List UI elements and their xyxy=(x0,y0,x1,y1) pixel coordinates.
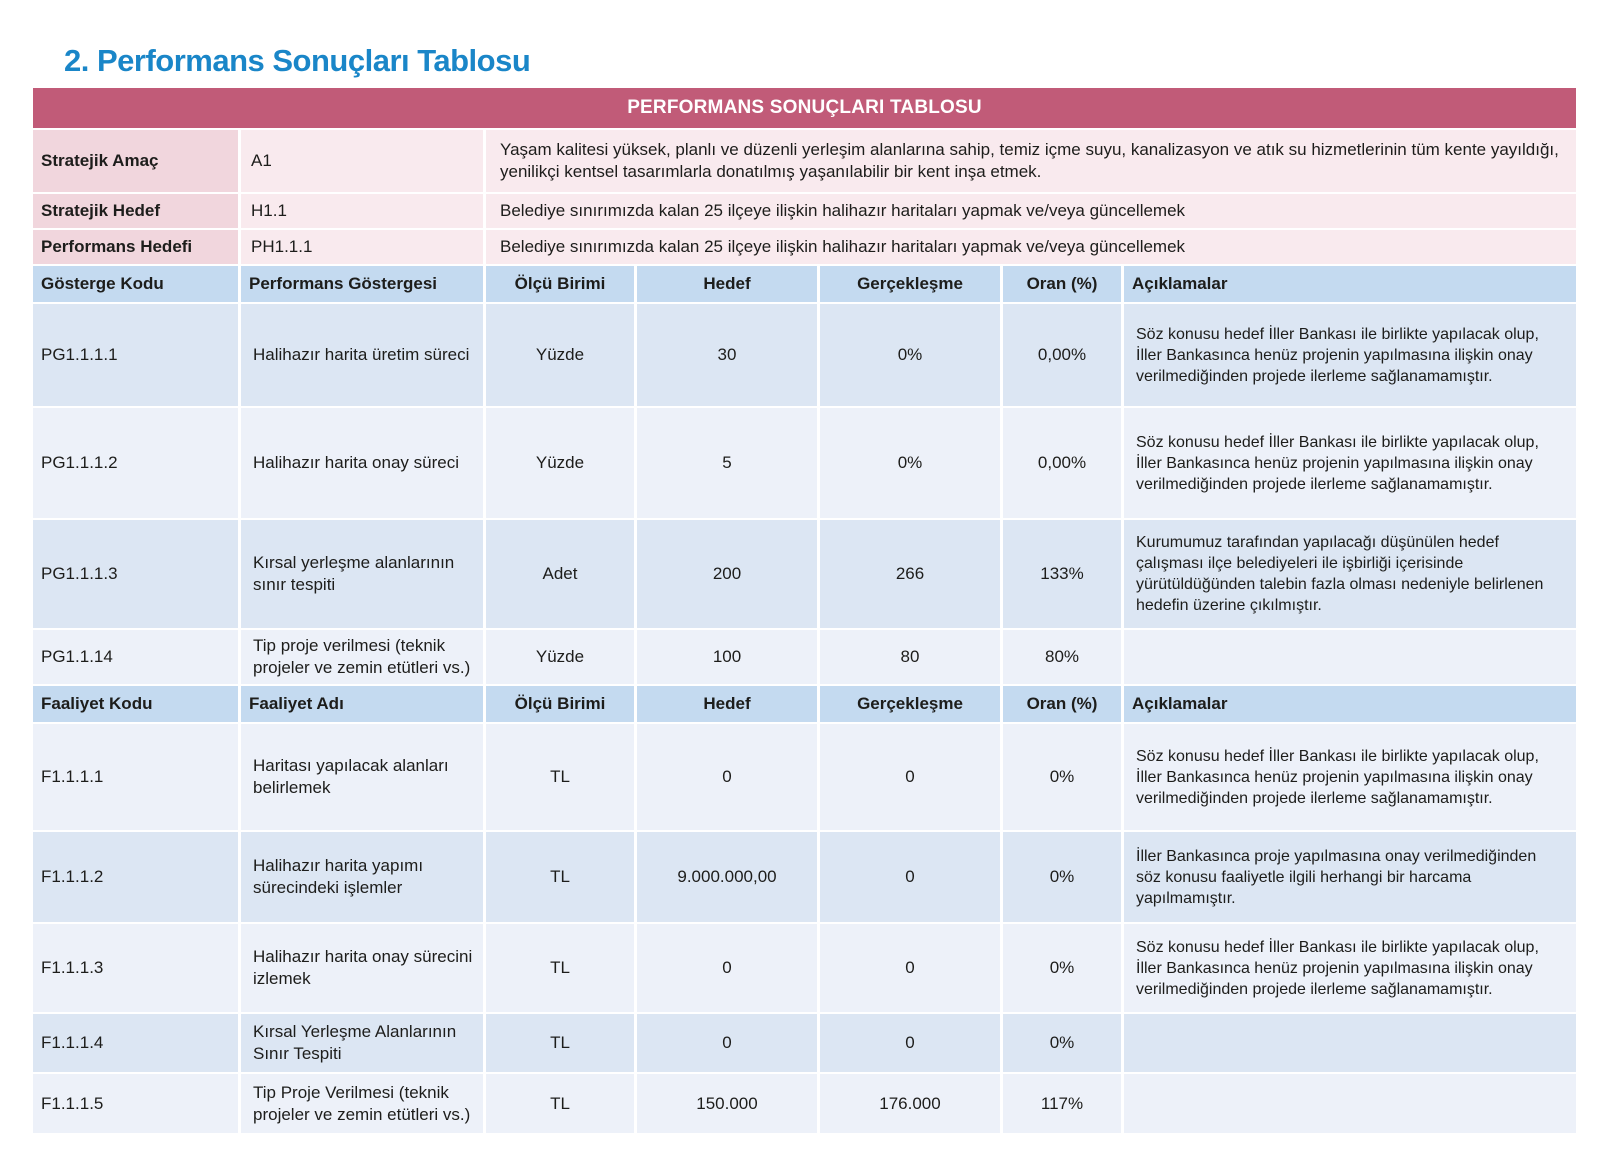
activity-note xyxy=(1124,1074,1576,1133)
performance-results-table xyxy=(30,86,1579,1135)
indicator-name: Halihazır harita onay süreci xyxy=(241,408,483,518)
indicator-code: PG1.1.14 xyxy=(33,630,238,684)
strategic-goal-label: Stratejik Amaç xyxy=(33,130,238,192)
indicator-header-target: Hedef xyxy=(637,266,817,302)
indicator-header-actual: Gerçekleşme xyxy=(820,266,1000,302)
table-row xyxy=(33,1014,1576,1072)
table-row-strategic-goal xyxy=(33,130,1576,192)
activity-ratio: 117% xyxy=(1003,1074,1121,1133)
indicator-ratio: 0,00% xyxy=(1003,304,1121,406)
activity-actual: 0 xyxy=(820,1014,1000,1072)
activity-header-target: Hedef xyxy=(637,686,817,722)
strategic-target-label: Stratejik Hedef xyxy=(33,194,238,228)
activity-name: Kırsal Yerleşme Alanlarının Sınır Tespiti xyxy=(241,1014,483,1072)
table-row xyxy=(33,630,1576,684)
indicator-note xyxy=(1124,630,1576,684)
indicator-target: 5 xyxy=(637,408,817,518)
activity-header-note: Açıklamalar xyxy=(1124,686,1576,722)
indicator-unit: Yüzde xyxy=(486,630,634,684)
activity-target: 0 xyxy=(637,724,817,830)
indicator-name: Tip proje verilmesi (teknik projeler ve zemin etütleri vs.) xyxy=(241,630,483,684)
activity-name: Halihazır harita onay sürecini izlemek xyxy=(241,924,483,1012)
indicator-ratio: 133% xyxy=(1003,520,1121,628)
activity-ratio: 0% xyxy=(1003,1014,1121,1072)
activity-target: 150.000 xyxy=(637,1074,817,1133)
activity-target: 9.000.000,00 xyxy=(637,832,817,922)
indicator-unit: Yüzde xyxy=(486,408,634,518)
activity-actual: 0 xyxy=(820,924,1000,1012)
indicator-actual: 0% xyxy=(820,408,1000,518)
table-row xyxy=(33,724,1576,830)
indicator-unit: Adet xyxy=(486,520,634,628)
activity-target: 0 xyxy=(637,924,817,1012)
indicator-actual: 266 xyxy=(820,520,1000,628)
activity-unit: TL xyxy=(486,724,634,830)
activity-name: Tip Proje Verilmesi (teknik projeler ve zemin etütleri vs.) xyxy=(241,1074,483,1133)
activity-note: İller Bankasınca proje yapılmasına onay verilmediğinden söz konusu faaliyetle ilgili herhangi bir harcama yapılmamıştır. xyxy=(1124,832,1576,922)
indicator-ratio: 80% xyxy=(1003,630,1121,684)
table-row xyxy=(33,1074,1576,1133)
activity-actual: 0 xyxy=(820,724,1000,830)
page-title: 2. Performans Sonuçları Tablosu xyxy=(64,42,531,78)
activity-header-ratio: Oran (%) xyxy=(1003,686,1121,722)
activity-ratio: 0% xyxy=(1003,832,1121,922)
activity-unit: TL xyxy=(486,832,634,922)
activity-header-name: Faaliyet Adı xyxy=(241,686,483,722)
performance-target-text: Belediye sınırımızda kalan 25 ilçeye ilişkin halihazır haritaları yapmak ve/veya güncellemek xyxy=(486,230,1576,264)
indicator-header-code: Gösterge Kodu xyxy=(33,266,238,302)
strategic-target-text: Belediye sınırımızda kalan 25 ilçeye ilişkin halihazır haritaları yapmak ve/veya güncellemek xyxy=(486,194,1576,228)
activity-code: F1.1.1.5 xyxy=(33,1074,238,1133)
activity-note: Söz konusu hedef İller Bankası ile birlikte yapılacak olup, İller Bankasınca henüz projenin yapılmasına ilişkin onay verilmediğinden projede ilerleme sağlanamamıştır. xyxy=(1124,724,1576,830)
table-row xyxy=(33,304,1576,406)
indicator-actual: 80 xyxy=(820,630,1000,684)
activity-header-code: Faaliyet Kodu xyxy=(33,686,238,722)
table-row-strategic-target xyxy=(33,194,1576,228)
activity-header-actual: Gerçekleşme xyxy=(820,686,1000,722)
activity-actual: 0 xyxy=(820,832,1000,922)
strategic-target-code: H1.1 xyxy=(241,194,483,228)
activity-ratio: 0% xyxy=(1003,724,1121,830)
activity-unit: TL xyxy=(486,1014,634,1072)
indicator-note: Kurumumuz tarafından yapılacağı düşünülen hedef çalışması ilçe belediyeleri ile işbirliği içerisinde yürütüldüğünden talebin fazla olması nedeniyle belirlenen hedefin üzerine çıkılmıştır. xyxy=(1124,520,1576,628)
activity-code: F1.1.1.1 xyxy=(33,724,238,830)
table-row xyxy=(33,520,1576,628)
table-row xyxy=(33,832,1576,922)
table-row xyxy=(33,408,1576,518)
indicator-code: PG1.1.1.3 xyxy=(33,520,238,628)
indicator-target: 30 xyxy=(637,304,817,406)
indicator-ratio: 0,00% xyxy=(1003,408,1121,518)
activity-name: Halihazır harita yapımı sürecindeki işlemler xyxy=(241,832,483,922)
indicator-header-row xyxy=(33,266,1576,302)
table-row-performance-target xyxy=(33,230,1576,264)
table-banner: PERFORMANS SONUÇLARI TABLOSU xyxy=(33,88,1576,128)
activity-note xyxy=(1124,1014,1576,1072)
activity-code: F1.1.1.3 xyxy=(33,924,238,1012)
indicator-name: Halihazır harita üretim süreci xyxy=(241,304,483,406)
activity-ratio: 0% xyxy=(1003,924,1121,1012)
indicator-code: PG1.1.1.1 xyxy=(33,304,238,406)
indicator-header-unit: Ölçü Birimi xyxy=(486,266,634,302)
indicator-header-name: Performans Göstergesi xyxy=(241,266,483,302)
activity-header-row xyxy=(33,686,1576,722)
activity-unit: TL xyxy=(486,1074,634,1133)
activity-name: Haritası yapılacak alanları belirlemek xyxy=(241,724,483,830)
strategic-goal-code: A1 xyxy=(241,130,483,192)
performance-target-label: Performans Hedefi xyxy=(33,230,238,264)
table-banner-row xyxy=(33,88,1576,128)
activity-actual: 176.000 xyxy=(820,1074,1000,1133)
indicator-header-ratio: Oran (%) xyxy=(1003,266,1121,302)
indicator-note: Söz konusu hedef İller Bankası ile birlikte yapılacak olup, İller Bankasınca henüz projenin yapılmasına ilişkin onay verilmediğinden projede ilerleme sağlanamamıştır. xyxy=(1124,304,1576,406)
strategic-goal-text: Yaşam kalitesi yüksek, planlı ve düzenli yerleşim alanlarına sahip, temiz içme suyu, kanalizasyon ve atık su hizmetlerinin tüm kente yayıldığı, yenilikçi kentsel tasarımlarla donatılmış yaşanılabilir bir kent inşa etmek. xyxy=(486,130,1576,192)
activity-unit: TL xyxy=(486,924,634,1012)
indicator-unit: Yüzde xyxy=(486,304,634,406)
indicator-target: 100 xyxy=(637,630,817,684)
indicator-target: 200 xyxy=(637,520,817,628)
activity-code: F1.1.1.2 xyxy=(33,832,238,922)
performance-target-code: PH1.1.1 xyxy=(241,230,483,264)
indicator-header-note: Açıklamalar xyxy=(1124,266,1576,302)
table-row xyxy=(33,924,1576,1012)
activity-header-unit: Ölçü Birimi xyxy=(486,686,634,722)
indicator-name: Kırsal yerleşme alanlarının sınır tespiti xyxy=(241,520,483,628)
indicator-actual: 0% xyxy=(820,304,1000,406)
activity-note: Söz konusu hedef İller Bankası ile birlikte yapılacak olup, İller Bankasınca henüz projenin yapılmasına ilişkin onay verilmediğinden projede ilerleme sağlanamamıştır. xyxy=(1124,924,1576,1012)
activity-target: 0 xyxy=(637,1014,817,1072)
indicator-note: Söz konusu hedef İller Bankası ile birlikte yapılacak olup, İller Bankasınca henüz projenin yapılmasına ilişkin onay verilmediğinden projede ilerleme sağlanamamıştır. xyxy=(1124,408,1576,518)
indicator-code: PG1.1.1.2 xyxy=(33,408,238,518)
activity-code: F1.1.1.4 xyxy=(33,1014,238,1072)
